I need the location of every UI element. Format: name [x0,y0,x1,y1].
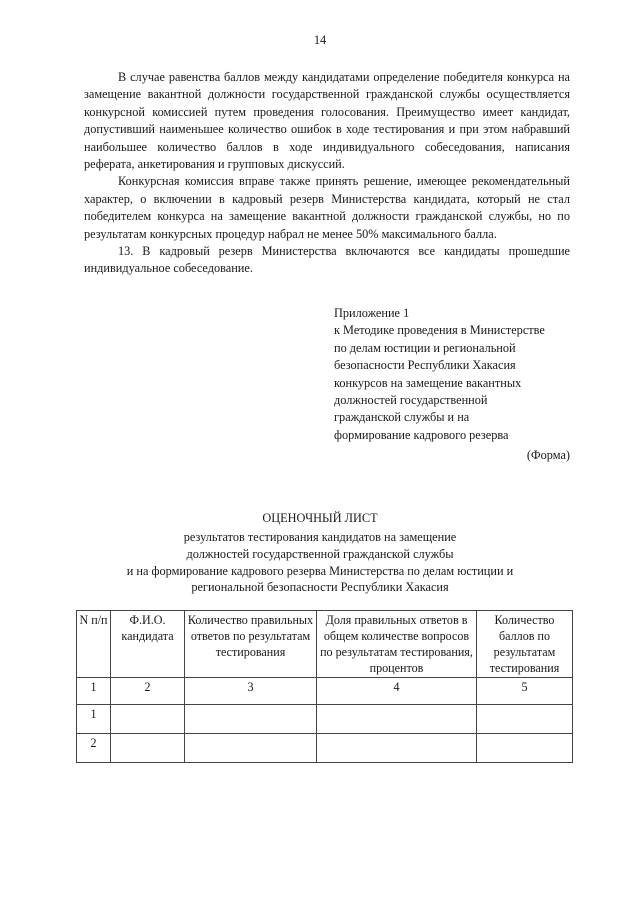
table-row [77,734,573,763]
form-subtitle [0,529,640,596]
column-number: 3 [185,678,317,705]
appendix-line: по делам юстиции и региональной [334,340,516,355]
header-name: Ф.И.О. кандидата [111,611,185,678]
evaluation-table [76,610,573,763]
table-cell [111,705,185,734]
paragraph-tie-rule: В случае равенства баллов между кандидатами определение победителя конкурса на замещение вакантной должности государственной гражданской службы осуществляется конкурсной комиссией путем проведения голосования. Преимущество имеет кандидат, допустивший наименьшее количество ошибок в ходе тестирования и при этом набравший наибольшее количество баллов в ходе индивидуального собеседования, написания реферата, анкетирования и групповых дискуссий. [84,70,570,172]
header-score: Количество баллов по результатам тестирования [477,611,573,678]
body-text [84,69,570,278]
form-label: (Форма) [526,448,570,462]
subtitle-line: должностей государственной гражданской службы [186,546,454,561]
paragraph-item-13: 13. В кадровый резерв Министерства включаются все кандидаты прошедшие индивидуальное собеседование. [84,244,570,276]
appendix-block [334,305,570,444]
table-cell: 2 [77,734,111,763]
table-cell [111,734,185,763]
table-row [77,705,573,734]
column-number-row [77,678,573,705]
header-correct-share: Доля правильных ответов в общем количестве вопросов по результатам тестирования, процентов [317,611,477,678]
table-cell [317,705,477,734]
appendix-line: конкурсов на замещение вакантных [334,375,522,390]
table-cell: 1 [77,705,111,734]
column-number: 2 [111,678,185,705]
paragraph-reserve-recommendation: Конкурсная комиссия вправе также принять решение, имеющее рекомендательный характер, о включении в кадровый резерв Министерства кандидата, который не стал победителем конкурса на замещение вакантной должности гражданской службы, но по результатам конкурсных процедур набрал не менее 50% максимального балла. [84,174,570,241]
page-number: 14 [313,33,327,47]
appendix-line: безопасности Республики Хакасия [334,358,516,373]
appendix-line: к Методике проведения в Министерстве [334,323,545,338]
table-cell [477,734,573,763]
appendix-heading: Приложение 1 [334,306,410,320]
subtitle-line: результатов тестирования кандидатов на замещение [183,530,457,544]
appendix-line: формирование кадрового резерва [334,427,509,442]
column-number: 4 [317,678,477,705]
table-header-row [77,611,573,678]
header-number: N п/п [77,611,111,678]
table-cell [185,734,317,763]
appendix-line: должностей государственной [334,393,488,408]
header-correct-count: Количество правильных ответов по результатам тестирования [185,611,317,678]
table-cell [185,705,317,734]
subtitle-line: региональной безопасности Республики Хакасия [191,580,449,595]
table-cell [317,734,477,763]
appendix-line: гражданской службы и на [334,410,470,425]
subtitle-line: и на формирование кадрового резерва Министерства по делам юстиции и [126,563,514,578]
form-title: ОЦЕНОЧНЫЙ ЛИСТ [262,511,378,525]
column-number: 1 [77,678,111,705]
table-cell [477,705,573,734]
column-number: 5 [477,678,573,705]
